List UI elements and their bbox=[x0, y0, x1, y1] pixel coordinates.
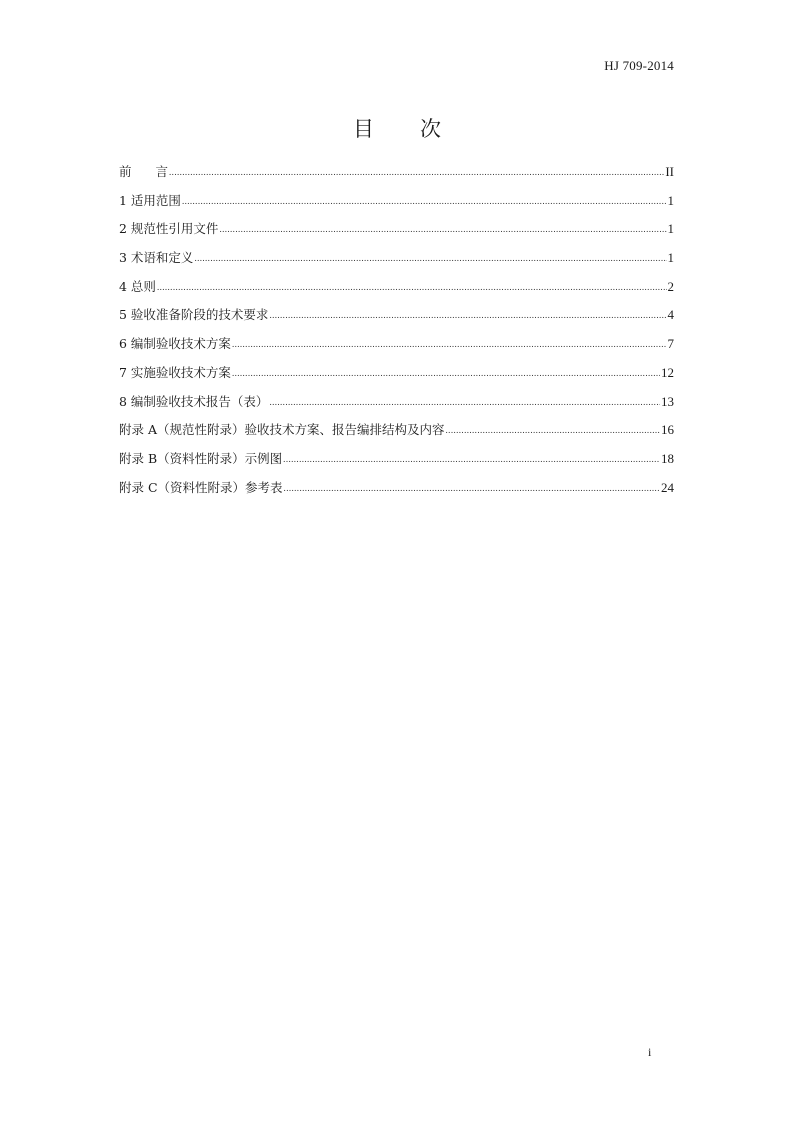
toc-entry-appendix-c[interactable] bbox=[119, 478, 674, 507]
toc-leader-dots bbox=[232, 363, 660, 383]
toc-entry-preparation[interactable] bbox=[119, 305, 674, 334]
toc-entry-page: 1 bbox=[667, 250, 674, 266]
toc-entry-label: 8 编制验收技术报告（表） bbox=[119, 393, 269, 409]
toc-leader-dots bbox=[232, 334, 667, 354]
toc-entry-label: 7 实施验收技术方案 bbox=[119, 364, 231, 380]
toc-entry-page: 4 bbox=[667, 307, 674, 323]
toc-entry-page: 1 bbox=[667, 221, 674, 237]
table-of-contents bbox=[119, 162, 674, 506]
toc-entry-page: 24 bbox=[661, 479, 674, 495]
toc-leader-dots bbox=[219, 219, 666, 239]
toc-leader-dots bbox=[283, 449, 660, 469]
toc-entry-appendix-b[interactable] bbox=[119, 449, 674, 478]
toc-entry-page: II bbox=[665, 164, 674, 179]
toc-entry-preface[interactable] bbox=[119, 162, 674, 191]
toc-entry-scope[interactable] bbox=[119, 191, 674, 220]
toc-entry-label: 2 规范性引用文件 bbox=[119, 221, 219, 237]
title-char-2: 次 bbox=[420, 117, 441, 141]
toc-leader-dots bbox=[269, 392, 660, 412]
toc-entry-label: 5 验收准备阶段的技术要求 bbox=[119, 307, 269, 323]
toc-entry-page: 1 bbox=[667, 192, 674, 208]
toc-entry-page: 7 bbox=[667, 336, 674, 352]
toc-leader-dots bbox=[182, 191, 667, 211]
toc-entry-implementation[interactable] bbox=[119, 363, 674, 392]
toc-entry-label: 3 术语和定义 bbox=[119, 250, 194, 266]
toc-entry-page: 2 bbox=[667, 278, 674, 294]
toc-entry-appendix-a[interactable] bbox=[119, 420, 674, 449]
toc-leader-dots bbox=[269, 305, 666, 325]
toc-leader-dots bbox=[157, 277, 667, 297]
page-number: i bbox=[648, 1045, 652, 1059]
toc-entry-report[interactable] bbox=[119, 392, 674, 421]
toc-entry-label: 4 总则 bbox=[119, 278, 156, 294]
toc-entry-label: 1 适用范围 bbox=[119, 192, 181, 208]
toc-entry-general[interactable] bbox=[119, 277, 674, 306]
toc-entry-label: 附录 A（规范性附录）验收技术方案、报告编排结构及内容 bbox=[119, 422, 445, 438]
toc-entry-label: 附录 C（资料性附录）参考表 bbox=[119, 479, 283, 495]
document-code: HJ 709-2014 bbox=[604, 58, 674, 73]
toc-leader-dots bbox=[446, 420, 660, 440]
toc-entry-normative-references[interactable] bbox=[119, 219, 674, 248]
toc-entry-terms[interactable] bbox=[119, 248, 674, 277]
toc-entry-page: 16 bbox=[661, 422, 674, 438]
toc-leader-dots bbox=[284, 478, 660, 498]
toc-entry-label: 前 言 bbox=[119, 164, 169, 179]
page-title bbox=[0, 113, 794, 143]
toc-entry-label: 6 编制验收技术方案 bbox=[119, 336, 231, 352]
toc-leader-dots bbox=[194, 248, 666, 268]
toc-entry-label: 附录 B（资料性附录）示例图 bbox=[119, 450, 283, 466]
toc-entry-page: 13 bbox=[661, 393, 674, 409]
toc-entry-plan[interactable] bbox=[119, 334, 674, 363]
toc-entry-page: 18 bbox=[661, 450, 674, 466]
title-char-1: 目 bbox=[353, 117, 374, 141]
toc-entry-page: 12 bbox=[661, 364, 674, 380]
toc-leader-dots bbox=[169, 162, 664, 182]
